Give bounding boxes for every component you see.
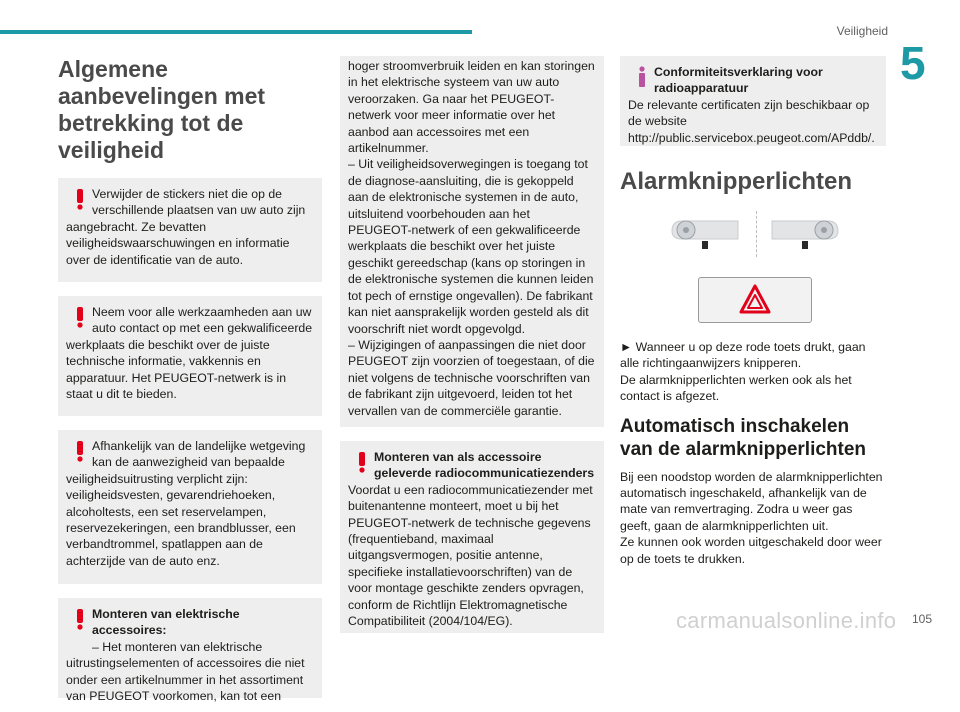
note-bold-heading: Monteren van elektrische accessoires:	[92, 607, 240, 638]
note-bold-heading: Conformiteitsverklaring voor radioapparatuur	[654, 65, 823, 96]
note-text-first: Afhankelijk van de landelijke wetgeving kan de aanwezigheid van bepaalde	[92, 439, 306, 470]
note-text-rest: aangebracht. Ze bevatten veiligheidswaarschuwingen en informatie over de identificatie van de auto.	[66, 219, 290, 267]
note-text-first: Neem voor alle werkzaamheden aan uw auto contact op met een gekwalificeerde	[92, 305, 313, 336]
hazard-illustration	[620, 209, 886, 329]
note-text-rest: De relevante certificaten zijn beschikbaar op de website http://public.servicebox.peugeot.com/APddb/.	[628, 97, 875, 145]
warning-note-radio	[340, 441, 604, 633]
info-note-conformity	[620, 56, 886, 146]
note-text-rest: Voordat u een radiocommunicatiezender met buitenantenne monteert, moet u bij het PEUGEOT-netwerk de technische gegevens (frequentieband, maximaal uitgangsvermogen, positie antenne, specifieke installatievoorschriften) van de voor montage geschikte zenders opvragen, conform de Richtlijn Elektromagnetische Compatibiliteit (2004/104/EG).	[348, 482, 593, 628]
warning-exclamation-icon	[72, 608, 88, 630]
column-3	[620, 56, 886, 577]
warning-exclamation-icon	[354, 451, 370, 473]
column-2	[340, 56, 604, 647]
note-text-rest: uitrustingselementen of accessoires die niet onder een artikelnummer in het assortiment van PEUGEOT voorkomen, kan tot een	[66, 656, 305, 704]
auto-hazard-description: Bij een noodstop worden de alarmknipperlichten automatisch ingeschakeld, afhankelijk van de mate van remvertraging. Zodra u weer gas geeft, gaan de alarmknipperlichten uit. Ze kunnen ook worden uitgeschakeld door weer op de toets te drukken.	[620, 469, 883, 566]
note-bold-heading: Monteren van als accessoire geleverde radiocommunicatiezenders	[374, 449, 595, 481]
chapter-title: Veiligheid	[836, 24, 888, 38]
section-title-hazard: Alarmknipperlichten	[620, 168, 853, 195]
chapter-number: 5	[900, 37, 926, 89]
watermark: carmanualsonline.info	[676, 608, 897, 633]
warning-note-stickers	[58, 178, 322, 282]
hazard-description: ► Wanneer u op deze rode toets drukt, gaan alle richtingaanwijzers knipperen. De alarmknipperlichten werken ook als het contact is afgezet.	[620, 340, 866, 404]
warning-exclamation-icon	[72, 306, 88, 328]
note-text-rest: werkplaats die beschikt over de juiste technische informatie, vakkennis en apparatuur. Het PEUGEOT-netwerk is in staat u dit te bieden.	[66, 337, 287, 402]
header-accent-bar	[0, 30, 472, 34]
note-text-rest: veiligheidsuitrusting verplicht zijn: veiligheidsvesten, gevarendriehoeken, alcoholtests, een set reservelampen, reservezekeringen, een brandblusser, een verbandtrommel, spatlappen aan de achterzijde van de auto enz.	[66, 471, 296, 568]
dashboard-divider	[756, 211, 757, 257]
note-text-first: – Het monteren van elektrische	[92, 639, 263, 654]
warning-exclamation-icon	[72, 440, 88, 462]
dashboard-lhd-icon	[670, 215, 744, 257]
page-number: 105	[911, 612, 932, 626]
section-title-auto-hazard: Automatisch inschakelen van de alarmknipperlichten	[620, 415, 867, 460]
hazard-button[interactable]	[698, 277, 812, 323]
column-1	[58, 56, 322, 712]
note-continuation: hoger stroomverbruik leiden en kan storingen in het elektrische systeem van uw auto veroorzaken. Ga naar het PEUGEOT-netwerk voor meer informatie over het aanbod aan accessoires met een artikelnummer. – Uit veiligheidsoverwegingen is toegang tot de diagnose-aansluiting, die is gekoppeld aan de elektronische systemen in de auto, uitsluitend voorbehouden aan het PEUGEOT-netwerk of een gekwalificeerde werkplaats die beschikt over het juiste geschikt gereedschap (kans op storingen in de elektronische systemen die kunnen leiden tot pech of ernstige ongevallen). De fabrikant kan niet aansprakelijk worden gesteld als dit voorschrift niet wordt opgevolgd. – Wijzigingen of aanpassingen die niet door PEUGEOT zijn voorzien of toegestaan, of die niet volgens de technische voorschriften van de fabrikant zijn uitgevoerd, leiden tot het vervallen van de commerciële garantie.	[340, 56, 604, 427]
warning-note-equipment	[58, 430, 322, 584]
dashboard-rhd-icon	[766, 215, 840, 257]
warning-exclamation-icon	[72, 188, 88, 210]
note-text-first: Verwijder de stickers niet die op de verschillende plaatsen van uw auto zijn	[92, 187, 306, 218]
hazard-triangle-icon	[739, 284, 771, 314]
info-icon	[634, 66, 650, 88]
section-title-safety: Algemene aanbevelingen met betrekking tot de veiligheid	[58, 56, 266, 163]
warning-note-workshop	[58, 296, 322, 416]
warning-note-electrical	[58, 598, 322, 704]
